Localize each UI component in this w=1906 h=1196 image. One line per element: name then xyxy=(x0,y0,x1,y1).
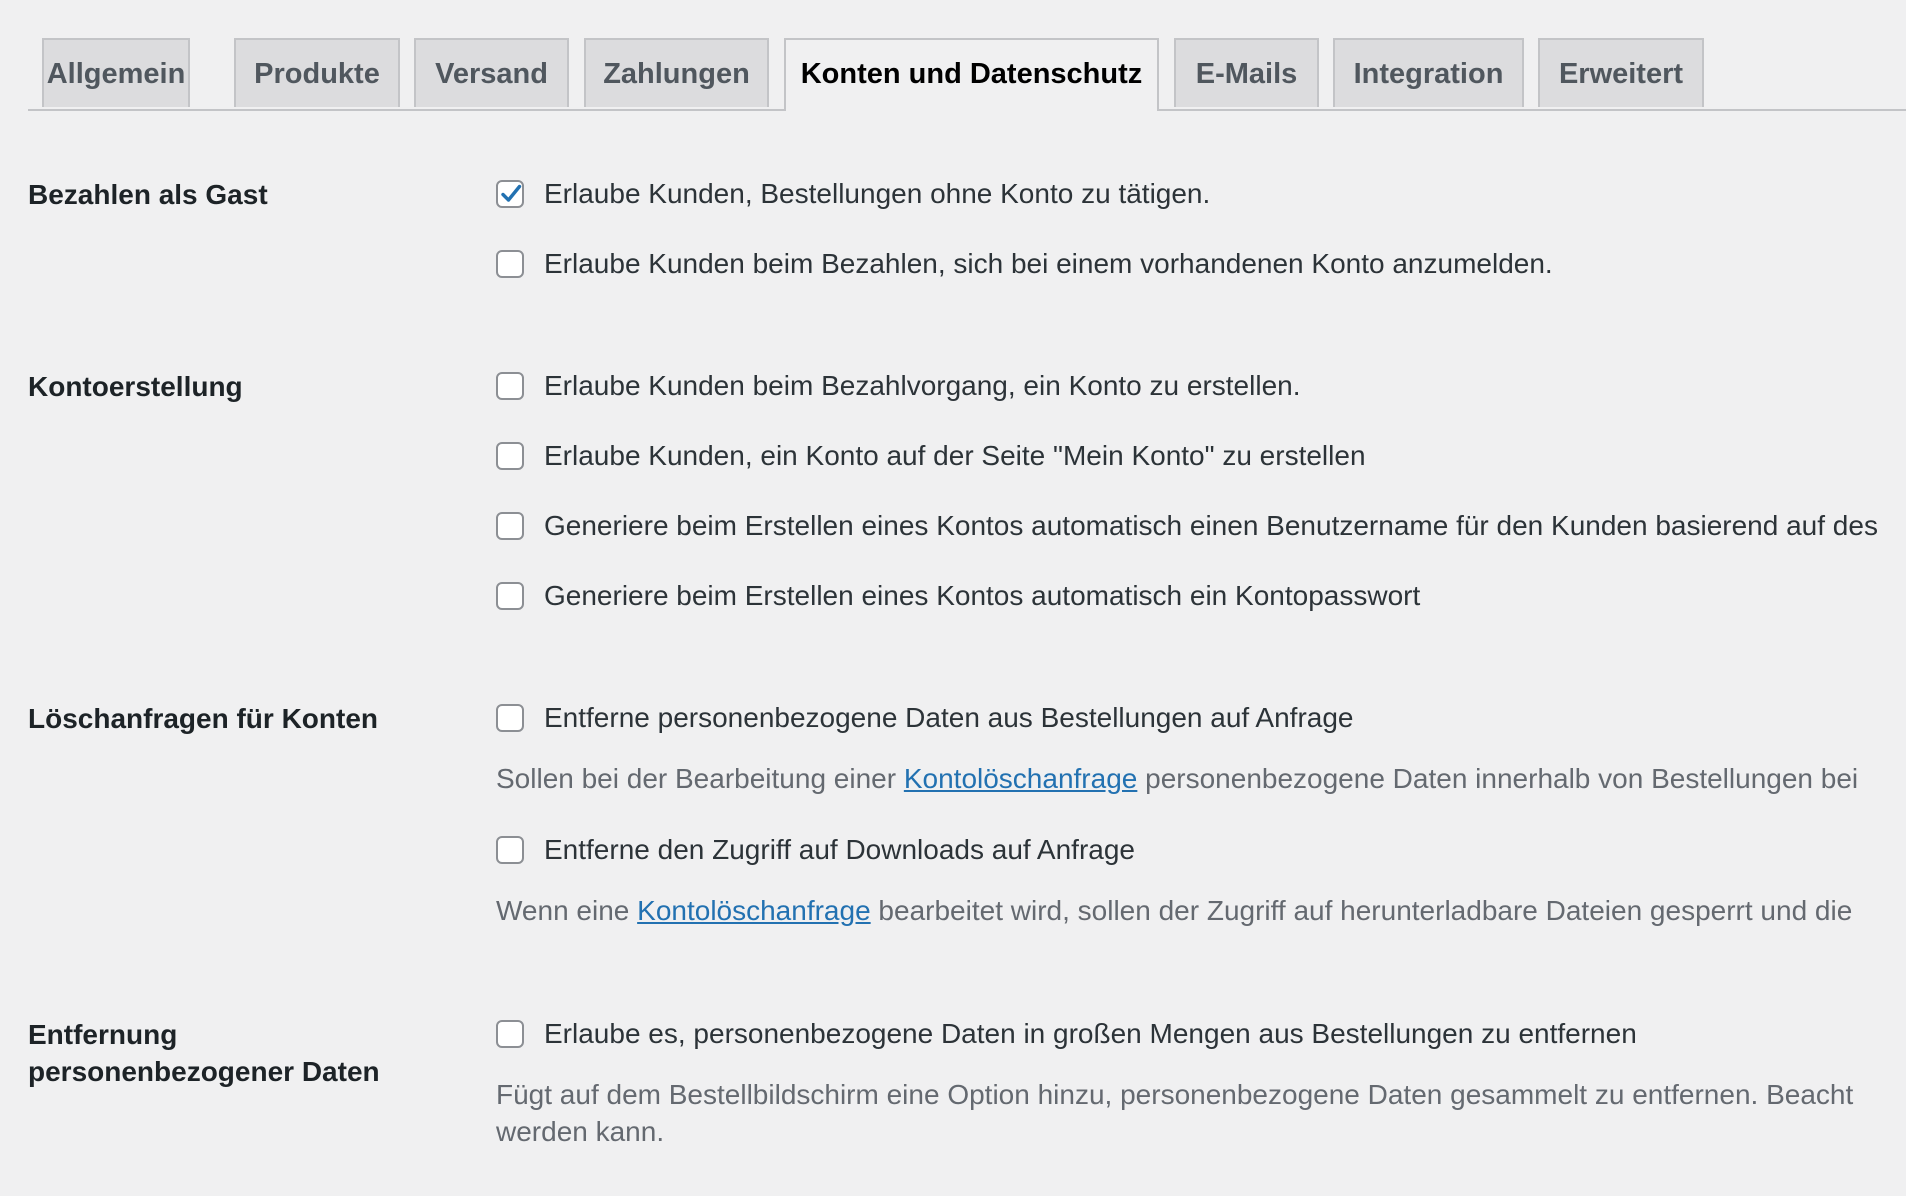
login-at-checkout-option-label[interactable]: Erlaube Kunden beim Bezahlen, sich bei einem vorhandenen Konto anzumelden. xyxy=(544,248,1553,279)
tab-zahlungen[interactable]: Zahlungen xyxy=(584,38,769,107)
create-account-myaccount-option[interactable] xyxy=(496,440,1366,472)
erase-order-data-checkbox[interactable] xyxy=(496,704,524,732)
settings-tabs xyxy=(28,38,1906,111)
guest-checkout-option-label[interactable]: Erlaube Kunden, Bestellungen ohne Konto zu tätigen. xyxy=(544,178,1211,209)
erasure-request-link[interactable]: Kontolöschanfrage xyxy=(637,895,871,926)
description-line: Fügt auf dem Bestellbildschirm eine Option hinzu, personenbezogene Daten gesammelt zu entfernen. Beacht xyxy=(496,1079,1854,1110)
create-account-myaccount-option-label[interactable]: Erlaube Kunden, ein Konto auf der Seite "Mein Konto" zu erstellen xyxy=(544,440,1366,471)
generate-username-option[interactable] xyxy=(496,510,1878,542)
account-creation-heading: Kontoerstellung xyxy=(28,371,243,402)
heading-line: Entfernung xyxy=(28,1019,178,1050)
generate-password-checkbox[interactable] xyxy=(496,582,524,610)
guest-checkout-checkbox[interactable] xyxy=(496,180,524,208)
erase-order-data-description xyxy=(496,760,1858,797)
tab-konten-und-datenschutz[interactable]: Konten und Datenschutz xyxy=(784,38,1159,111)
description-text: bearbeitet wird, sollen der Zugriff auf herunterladbare Dateien gesperrt und die xyxy=(870,895,1853,926)
erase-downloads-option[interactable] xyxy=(496,834,1135,866)
create-account-checkout-option[interactable] xyxy=(496,370,1301,402)
create-account-checkout-checkbox[interactable] xyxy=(496,372,524,400)
bulk-remove-personal-data-checkbox[interactable] xyxy=(496,1020,524,1048)
heading-line: personenbezogener Daten xyxy=(28,1056,380,1087)
tab-allgemein[interactable]: Allgemein xyxy=(42,38,190,107)
generate-username-option-label[interactable]: Generiere beim Erstellen eines Kontos automatisch einen Benutzername für den Kunden basierend auf des xyxy=(544,510,1878,541)
description-text: personenbezogene Daten innerhalb von Bestellungen bei xyxy=(1137,763,1859,794)
description-text: Sollen bei der Bearbeitung einer xyxy=(496,763,904,794)
tab-e-mails[interactable]: E-Mails xyxy=(1174,38,1319,107)
erase-downloads-description xyxy=(496,892,1852,929)
checkmark-icon xyxy=(499,182,523,206)
erase-order-data-option[interactable] xyxy=(496,702,1354,734)
erase-order-data-option-label[interactable]: Entferne personenbezogene Daten aus Bestellungen auf Anfrage xyxy=(544,702,1354,733)
erasure-request-link[interactable]: Kontolöschanfrage xyxy=(903,763,1138,794)
personal-data-removal-heading xyxy=(28,1016,380,1090)
description-line: werden kann. xyxy=(496,1116,665,1147)
tab-erweitert[interactable]: Erweitert xyxy=(1538,38,1704,107)
create-account-myaccount-checkbox[interactable] xyxy=(496,442,524,470)
tab-versand[interactable]: Versand xyxy=(414,38,569,107)
generate-password-option-label[interactable]: Generiere beim Erstellen eines Kontos automatisch ein Kontopasswort xyxy=(544,580,1421,611)
guest-checkout-heading: Bezahlen als Gast xyxy=(28,179,268,210)
generate-password-option[interactable] xyxy=(496,580,1420,612)
erasure-requests-heading: Löschanfragen für Konten xyxy=(28,703,379,734)
tab-produkte[interactable]: Produkte xyxy=(234,38,400,107)
generate-username-checkbox[interactable] xyxy=(496,512,524,540)
create-account-checkout-option-label[interactable]: Erlaube Kunden beim Bezahlvorgang, ein Konto zu erstellen. xyxy=(544,370,1301,401)
bulk-remove-personal-data-option-label[interactable]: Erlaube es, personenbezogene Daten in großen Mengen aus Bestellungen zu entfernen xyxy=(544,1018,1637,1049)
login-at-checkout-checkbox[interactable] xyxy=(496,250,524,278)
tab-integration[interactable]: Integration xyxy=(1333,38,1524,107)
login-at-checkout-option[interactable] xyxy=(496,248,1553,280)
bulk-remove-personal-data-option[interactable] xyxy=(496,1018,1637,1050)
guest-checkout-option[interactable] xyxy=(496,178,1210,210)
erase-downloads-option-label[interactable]: Entferne den Zugriff auf Downloads auf Anfrage xyxy=(544,834,1135,865)
bulk-remove-personal-data-description xyxy=(496,1076,1853,1150)
erase-downloads-checkbox[interactable] xyxy=(496,836,524,864)
description-text: Wenn eine xyxy=(496,895,638,926)
